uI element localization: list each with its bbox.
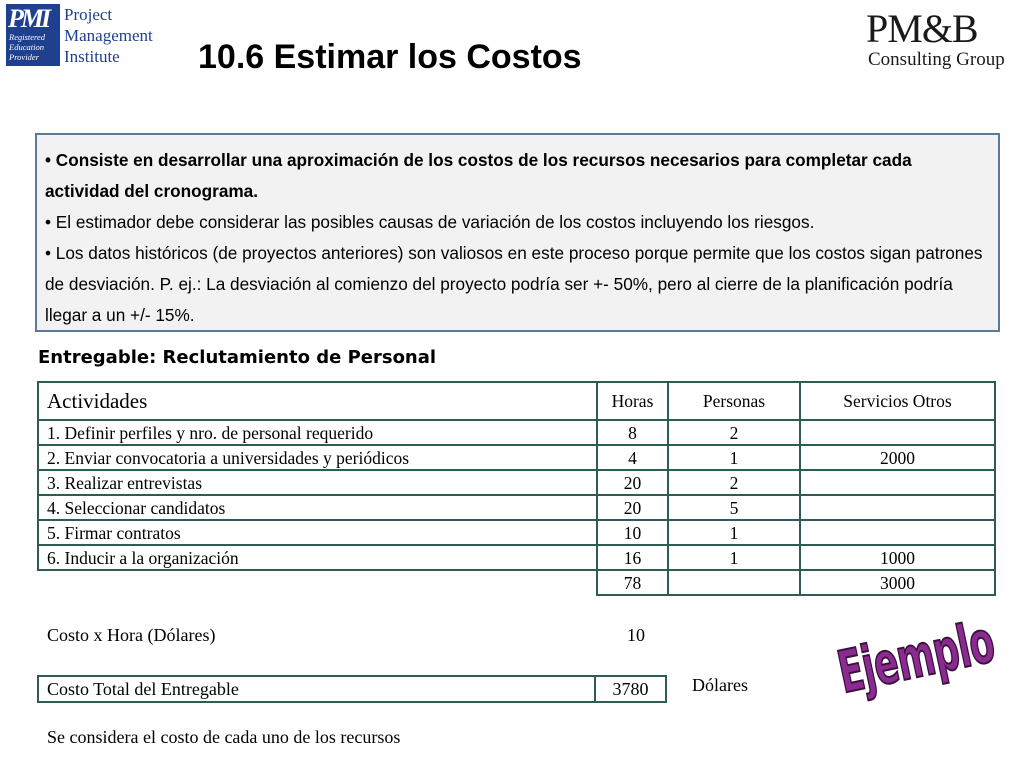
table-row xyxy=(38,545,995,570)
total-cost-value: 3780 xyxy=(595,676,666,702)
table-row xyxy=(38,445,995,470)
pmb-logo-sub: Consulting Group xyxy=(868,49,1005,70)
pmi-badge xyxy=(6,4,60,66)
deliverable-title: Entregable: Reclutamiento de Personal xyxy=(38,347,437,368)
activity-name: 5. Firmar contratos xyxy=(38,520,597,545)
activity-name: 6. Inducir a la organización xyxy=(38,545,597,570)
activity-hours: 10 xyxy=(597,520,668,545)
activity-name: 4. Seleccionar candidatos xyxy=(38,495,597,520)
activity-hours: 16 xyxy=(597,545,668,570)
page-title: 10.6 Estimar los Costos xyxy=(198,38,582,76)
activity-people: 2 xyxy=(668,470,800,495)
activity-services: 1000 xyxy=(800,545,995,570)
pmi-name: Project Management Institute xyxy=(64,5,153,66)
pmb-logo xyxy=(866,8,1016,72)
header-horas: Horas xyxy=(597,382,668,420)
activity-people: 1 xyxy=(668,520,800,545)
bullet-2: • El estimador debe considerar las posibles causas de variación de los costos incluyendo los riesgos. xyxy=(45,212,815,232)
total-cost-row xyxy=(37,675,667,703)
table-row xyxy=(38,470,995,495)
activity-services xyxy=(800,520,995,545)
table-row xyxy=(38,420,995,445)
cost-per-hour-label: Costo x Hora (Dólares) xyxy=(47,625,216,645)
pmb-logo-main: PM&B xyxy=(866,6,978,51)
table-row xyxy=(38,495,995,520)
footnote: Se considera el costo de cada uno de los recursos xyxy=(47,727,401,747)
total-cost-label: Costo Total del Entregable xyxy=(38,676,595,702)
activity-name: 1. Definir perfiles y nro. de personal requerido xyxy=(38,420,597,445)
activity-hours: 8 xyxy=(597,420,668,445)
table-row xyxy=(38,520,995,545)
example-stamp: Ejemplo xyxy=(832,607,1000,707)
activity-hours: 20 xyxy=(597,495,668,520)
activity-hours: 4 xyxy=(597,445,668,470)
header-personas: Personas xyxy=(668,382,800,420)
bullet-1: • Consiste en desarrollar una aproximación de los costos de los recursos necesarios para completar cada actividad del cronograma. xyxy=(45,150,912,201)
cost-per-hour-value: 10 xyxy=(627,625,645,645)
header-actividades: Actividades xyxy=(38,382,597,420)
activity-people: 1 xyxy=(668,445,800,470)
pmi-badge-text: Registered Education Provider xyxy=(9,32,46,62)
pmi-logo xyxy=(6,4,153,68)
header-servicios: Servicios Otros xyxy=(800,382,995,420)
total-cost-currency: Dólares xyxy=(692,675,748,695)
activity-services xyxy=(800,470,995,495)
total-hours: 78 xyxy=(597,570,668,595)
info-box xyxy=(35,133,1000,332)
table-header-row xyxy=(38,382,995,420)
activity-people: 1 xyxy=(668,545,800,570)
activity-name: 2. Enviar convocatoria a universidades y periódicos xyxy=(38,445,597,470)
total-people xyxy=(668,570,800,595)
totals-blank xyxy=(38,570,597,595)
activity-hours: 20 xyxy=(597,470,668,495)
activity-services xyxy=(800,495,995,520)
total-services: 3000 xyxy=(800,570,995,595)
activity-services: 2000 xyxy=(800,445,995,470)
table-totals-row xyxy=(38,570,995,595)
activities-table xyxy=(37,381,996,596)
activity-people: 2 xyxy=(668,420,800,445)
pmi-mark: PMI xyxy=(8,4,49,33)
activity-services xyxy=(800,420,995,445)
activity-people: 5 xyxy=(668,495,800,520)
activity-name: 3. Realizar entrevistas xyxy=(38,470,597,495)
bullet-3: • Los datos históricos (de proyectos anteriores) son valiosos en este proceso porque permite que los costos sigan patrones de desviación. P. ej.: La desviación al comienzo del proyecto podría ser +- 50%, pero al cierre de la planificación podría llegar a un +/- 15%. xyxy=(45,243,983,325)
